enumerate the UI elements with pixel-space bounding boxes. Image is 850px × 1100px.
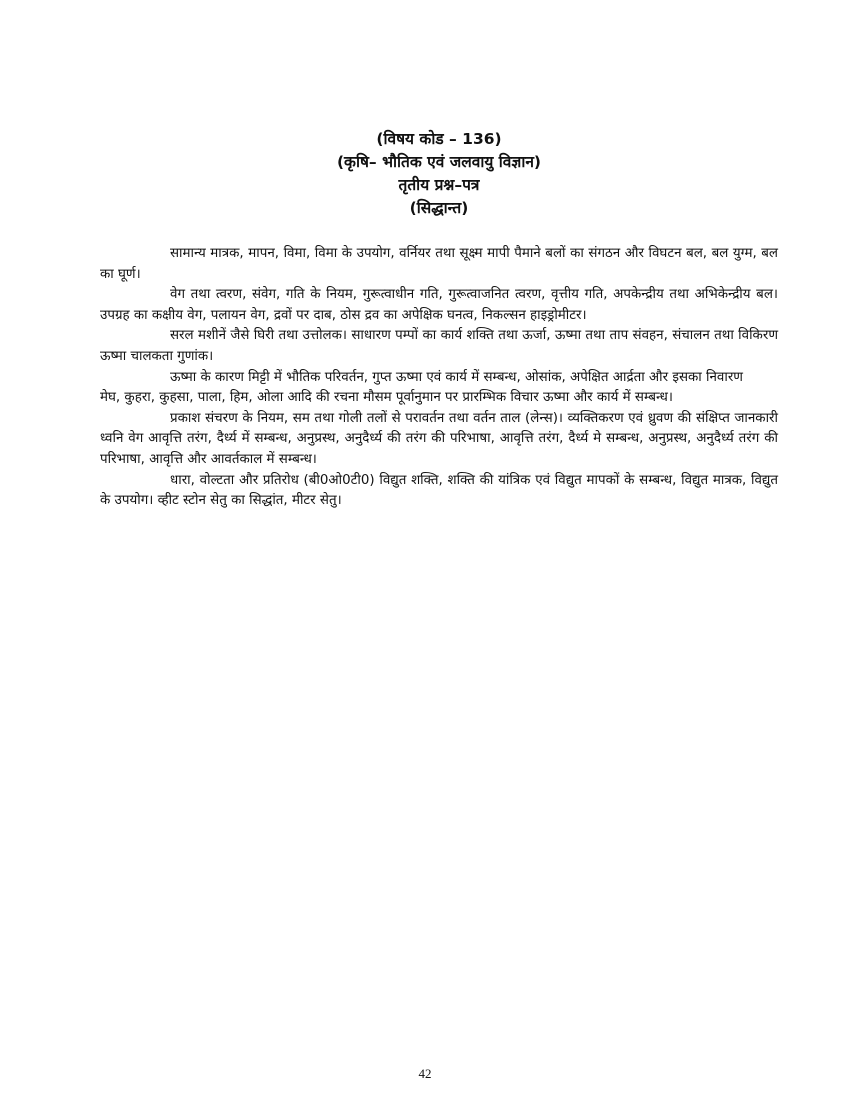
paper-number: तृतीय प्रश्न–पत्र [398, 176, 480, 194]
paragraph-light-sound: प्रकाश संचरण के नियम, सम तथा गोली तलों से परावर्तन तथा वर्तन ताल (लेन्स)। व्यक्तिकरण एवं ध्रुवण की संक्षिप्त जानकारी ध्वनि वेग आवृत्ति तरंग, दैर्ध्य में सम्बन्ध, अनुप्रस्थ, अनुदैर्ध्य की तरंग की परिभाषा, आवृत्ति तरंग, दैर्ध्य मे सम्बन्ध, अनुप्रस्थ, अनुदैर्ध्य तरंग की परिभाषा, आवृत्ति और आवर्तकाल में सम्बन्ध। [100, 410, 778, 467]
paragraph-weather: मेघ, कुहरा, कुहसा, पाला, हिम, ओला आदि की रचना मौसम पूर्वानुमान पर प्रारम्भिक विचार ऊष्मा और कार्य में सम्बन्ध। [100, 390, 673, 406]
subject-code: (विषय कोड – 136) [376, 130, 502, 148]
page-number: 42 [418, 1066, 432, 1081]
paragraph-soil-heat: ऊष्मा के कारण मिट्टी में भौतिक परिवर्तन, गुप्त ऊष्मा एवं कार्य में सम्बन्ध, ओसांक, अपेक्षित आर्द्रता और इसका निवारण [170, 369, 743, 385]
paragraph-motion: वेग तथा त्वरण, संवेग, गति के नियम, गुरूत्वाधीन गति, गुरूत्वाजनित त्वरण, वृत्तीय गति, अपकेन्द्रीय तथा अभिकेन्द्रीय बल। उपग्रह का कक्षीय वेग, पलायन वेग, द्रवों पर दाब, ठोस द्रव का अपेक्षिक घनत्व, निकल्सन हाइड्रोमीटर। [100, 287, 778, 323]
paragraph-machines-heat: सरल मशीनें जैसे घिरी तथा उत्तोलक। साधारण पम्पों का कार्य शक्ति तथा ऊर्जा, ऊष्मा तथा ताप संवहन, संचालन तथा विकिरण ऊष्मा चालकता गुणांक। [100, 328, 778, 364]
syllabus-body [100, 244, 778, 512]
paragraph-electricity: धारा, वोल्टता और प्रतिरोध (बी0ओ0टी0) विद्युत शक्ति, शक्ति की यांत्रिक एवं विद्युत मापकों के सम्बन्ध, विद्युत मात्रक, विद्युत के उपयोग। व्हीट स्टोन सेतु का सिद्धांत, मीटर सेतु। [100, 472, 778, 509]
syllabus-heading [100, 128, 778, 220]
paragraph-measurement: सामान्य मात्रक, मापन, विमा, विमा के उपयोग, वर्नियर तथा सूक्ष्म मापी पैमाने बलों का संगठन और विघटन बल, बल युग्म, बल का घूर्ण। [100, 246, 778, 282]
subject-title: (कृषि– भौतिक एवं जलवायु विज्ञान) [336, 153, 542, 171]
paper-type: (सिद्धान्त) [409, 199, 469, 217]
